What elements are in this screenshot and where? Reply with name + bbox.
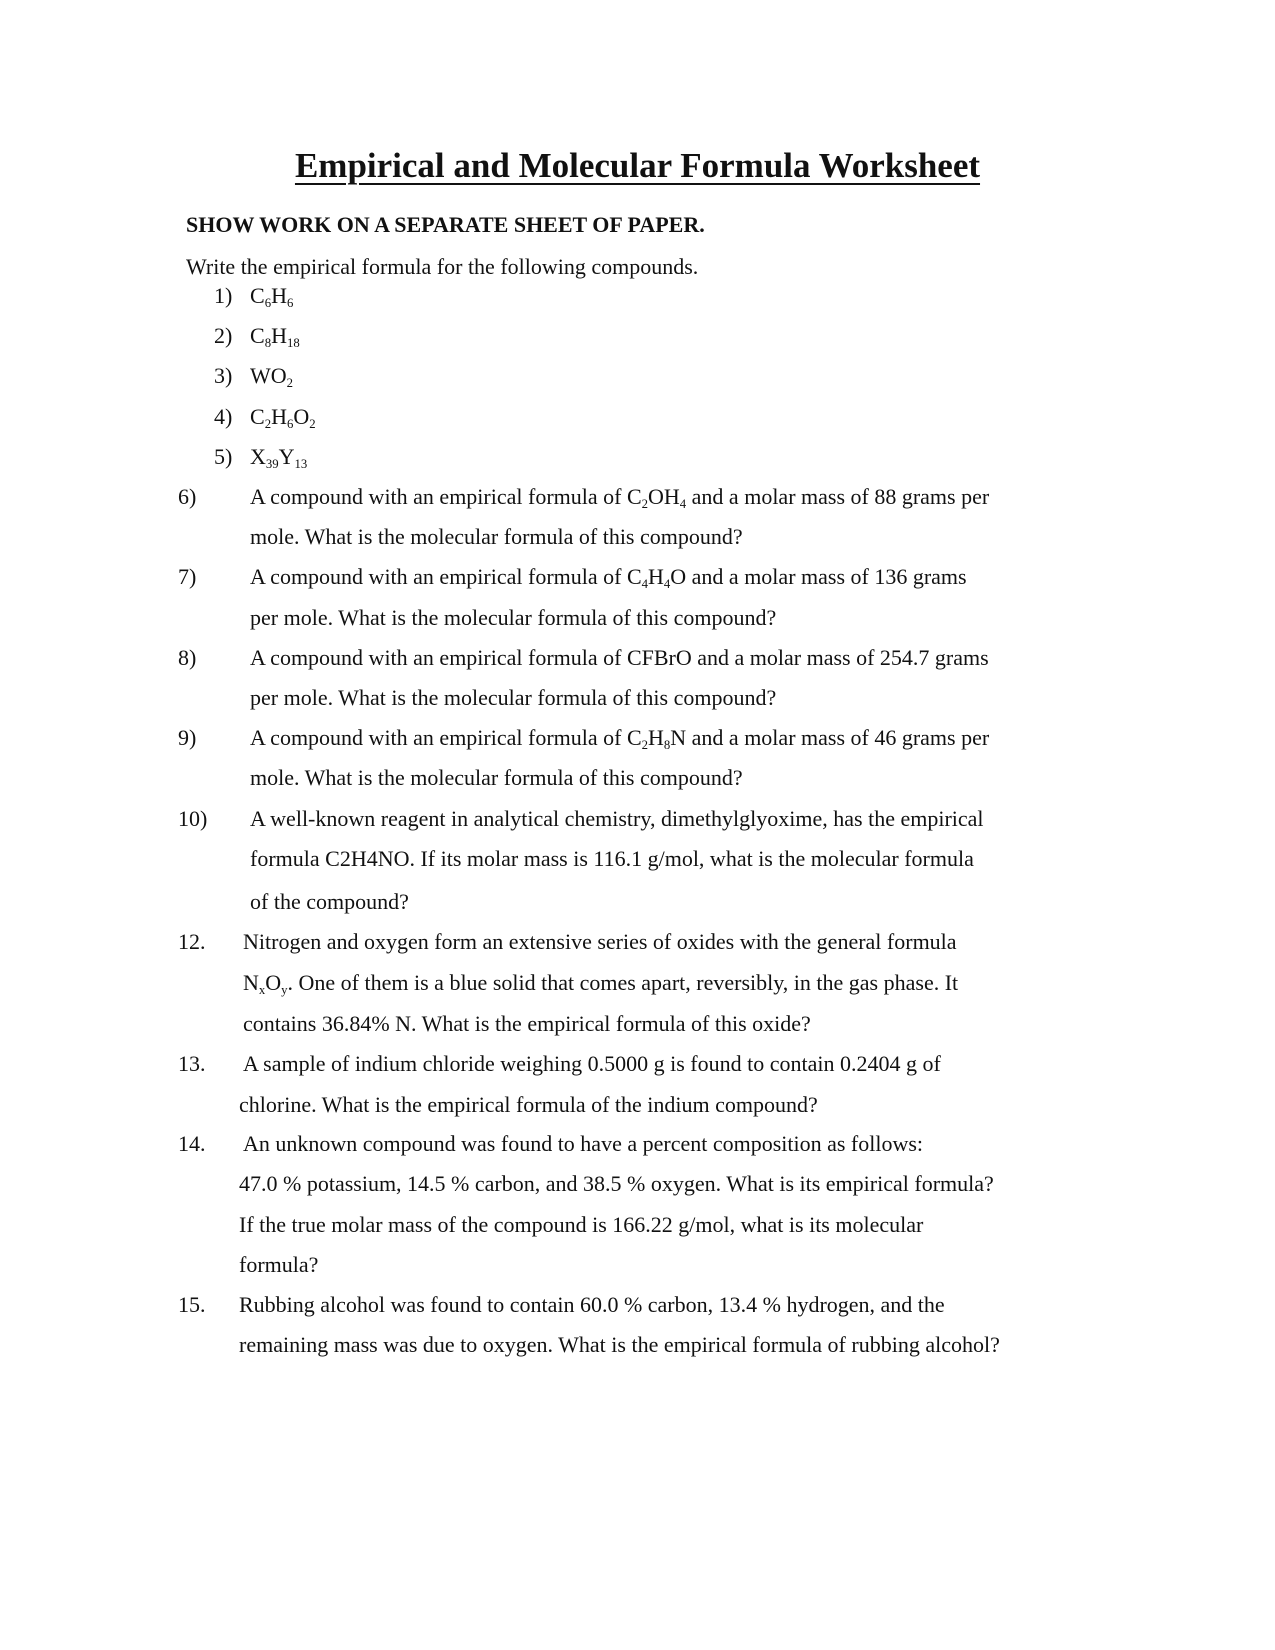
subscript: 13	[294, 456, 308, 471]
problem-number: 14.	[178, 1131, 206, 1156]
text-run: O and a molar mass of 136 grams	[670, 564, 967, 589]
text-run: C	[250, 404, 265, 429]
text-run: contains 36.84% N. What is the empirical formula of this oxide?	[243, 1011, 811, 1036]
problem-text-line	[250, 765, 743, 791]
subscript: 8	[663, 737, 671, 752]
text-run: An unknown compound was found to have a percent composition as follows:	[243, 1131, 924, 1156]
problem-text-line	[239, 1171, 994, 1197]
problem-number: 7)	[178, 564, 197, 589]
text-run: A compound with an empirical formula of CFBrO and a molar mass of 254.7 grams	[250, 645, 989, 670]
subscript: 8	[264, 335, 272, 350]
subscript: 4	[641, 576, 649, 591]
formula-text	[250, 404, 316, 430]
problem-text-line	[243, 970, 958, 996]
text-run: formula C2H4NO. If its molar mass is 116.1 g/mol, what is the molecular formula	[250, 846, 974, 871]
problem-number: 8)	[178, 645, 197, 670]
problem-number: 6)	[178, 484, 197, 509]
problem-number: 9)	[178, 725, 197, 750]
text-run: A compound with an empirical formula of C	[250, 725, 642, 750]
problem-text-line	[243, 929, 957, 955]
problem-text-line	[250, 725, 989, 751]
text-run: . One of them is a blue solid that comes apart, reversibly, in the gas phase. It	[287, 970, 959, 995]
text-run: per mole. What is the molecular formula of this compound?	[250, 685, 777, 710]
text-run: N and a molar mass of 46 grams per	[670, 725, 990, 750]
text-run: chlorine. What is the empirical formula of the indium compound?	[239, 1092, 818, 1117]
problem-number: 12.	[178, 929, 206, 954]
text-run: Y	[278, 444, 295, 469]
text-run: H	[271, 404, 287, 429]
text-run: WO	[250, 363, 287, 388]
subscript: 4	[679, 496, 687, 511]
text-run: H	[648, 725, 664, 750]
text-run: C	[250, 323, 265, 348]
problem-text-line	[243, 1131, 923, 1157]
text-run: X	[250, 444, 266, 469]
problem-text-line	[250, 605, 776, 631]
text-run: A compound with an empirical formula of C	[250, 564, 642, 589]
page-title: Empirical and Molecular Formula Worksheet	[294, 146, 981, 185]
subscript: 2	[309, 416, 316, 431]
problem-number: 10)	[178, 806, 208, 831]
text-run: Nitrogen and oxygen form an extensive series of oxides with the general formula	[243, 929, 957, 954]
item-number: 4)	[214, 404, 233, 429]
problem-number: 15.	[178, 1292, 206, 1317]
problem-text-line	[250, 806, 984, 832]
problem-text-line	[243, 1011, 811, 1037]
formula-text	[250, 323, 300, 349]
text-run: Rubbing alcohol was found to contain 60.0 % carbon, 13.4 % hydrogen, and the	[239, 1292, 945, 1317]
text-run: A well-known reagent in analytical chemistry, dimethylglyoxime, has the empirical	[250, 806, 984, 831]
subscript: 6	[264, 295, 272, 310]
subscript: 39	[265, 456, 279, 471]
problem-text-line	[239, 1212, 923, 1238]
text-run: C	[250, 283, 265, 308]
problem-text-line	[239, 1092, 818, 1118]
subscript: 6	[286, 416, 294, 431]
subscript: 2	[641, 496, 649, 511]
text-run: OH	[648, 484, 680, 509]
text-run: H	[271, 323, 287, 348]
subscript: x	[258, 982, 266, 997]
formula-text	[250, 363, 293, 389]
subscript: y	[281, 982, 288, 997]
text-run: remaining mass was due to oxygen. What is the empirical formula of rubbing alcohol?	[239, 1332, 1000, 1357]
text-run: If the true molar mass of the compound is 166.22 g/mol, what is its molecular	[239, 1212, 924, 1237]
problem-text-line	[250, 484, 989, 510]
problem-text-line	[239, 1332, 1000, 1358]
subscript: 4	[663, 576, 671, 591]
item-number: 2)	[214, 323, 233, 348]
text-run: O	[293, 404, 310, 429]
problem-text-line	[250, 685, 776, 711]
text-run: formula?	[239, 1252, 319, 1277]
text-run: mole. What is the molecular formula of this compound?	[250, 765, 743, 790]
subscript: 6	[286, 295, 294, 310]
text-run: of the compound?	[250, 889, 409, 914]
problem-text-line	[239, 1292, 945, 1318]
formula-text	[250, 444, 307, 470]
text-run: 47.0 % potassium, 14.5 % carbon, and 38.5 % oxygen. What is its empirical formula?	[239, 1171, 994, 1196]
item-number: 5)	[214, 444, 233, 469]
instruction-text: SHOW WORK ON A SEPARATE SHEET OF PAPER.	[186, 212, 705, 237]
text-run: and a molar mass of 88 grams per	[686, 484, 990, 509]
problem-text-line	[250, 564, 967, 590]
text-run: mole. What is the molecular formula of this compound?	[250, 524, 743, 549]
text-run: per mole. What is the molecular formula of this compound?	[250, 605, 777, 630]
item-number: 3)	[214, 363, 233, 388]
text-run: N	[243, 970, 259, 995]
intro-text: Write the empirical formula for the following compounds.	[186, 254, 699, 279]
subscript: 2	[264, 416, 272, 431]
problem-text-line	[250, 645, 989, 671]
problem-text-line	[243, 1051, 941, 1077]
problem-text-line	[250, 524, 743, 550]
subscript: 2	[641, 737, 649, 752]
problem-text-line	[250, 889, 409, 915]
text-run: A sample of indium chloride weighing 0.5000 g is found to contain 0.2404 g of	[243, 1051, 941, 1076]
subscript: 2	[286, 375, 294, 390]
text-run: H	[271, 283, 287, 308]
text-run: O	[265, 970, 282, 995]
text-run: A compound with an empirical formula of C	[250, 484, 642, 509]
problem-number: 13.	[178, 1051, 206, 1076]
problem-text-line	[239, 1252, 318, 1278]
formula-text	[250, 283, 293, 309]
item-number: 1)	[214, 283, 233, 308]
text-run: H	[648, 564, 664, 589]
subscript: 18	[286, 335, 300, 350]
problem-text-line	[250, 846, 974, 872]
